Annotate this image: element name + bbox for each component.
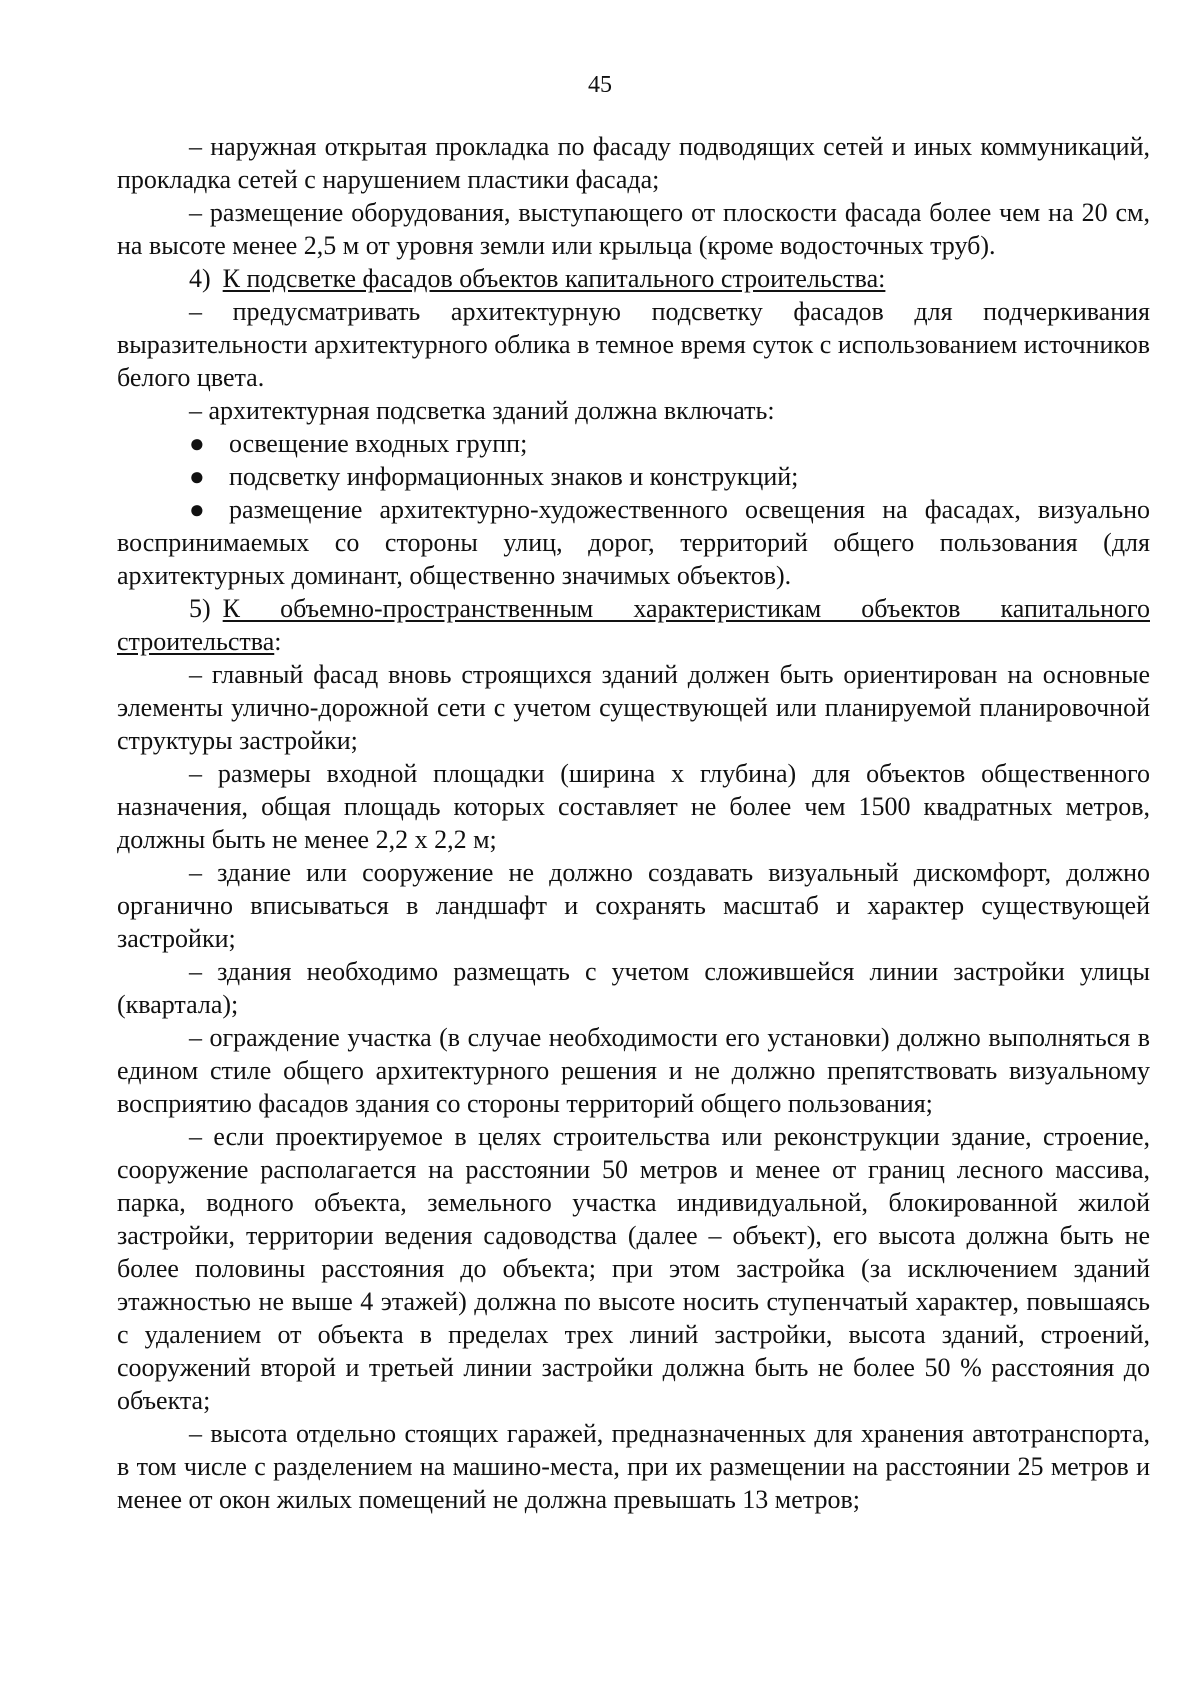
paragraph-dash: – наружная открытая прокладка по фасаду подводящих сетей и иных коммуникаций, прокладка сетей с нарушением пластики фасада;: [117, 132, 1150, 194]
paragraph-dash: – архитектурная подсветка зданий должна включать:: [189, 396, 775, 425]
paragraph-dash: – размещение оборудования, выступающего от плоскости фасада более чем на 20 см, на высоте менее 2,5 м от уровня земли или крыльца (кроме водосточных труб).: [117, 198, 1150, 260]
bullet-item: [117, 493, 1150, 592]
section-heading-5: [117, 592, 1150, 658]
section-heading-4: [117, 262, 1150, 295]
page-number: 45: [588, 72, 612, 98]
section-number: 5): [189, 594, 211, 623]
bullet-icon: ●: [189, 495, 205, 524]
paragraph-dash: – здание или сооружение не должно создавать визуальный дискомфорт, должно органично вписываться в ландшафт и сохранять масштаб и характер существующей застройки;: [117, 858, 1150, 953]
bullet-text: освещение входных групп;: [229, 429, 528, 458]
section-title: К объемно-пространственным характеристикам объектов капитального строительства: [117, 594, 1150, 656]
paragraph-dash: – здания необходимо размещать с учетом сложившейся линии застройки улицы (квартала);: [117, 957, 1150, 1019]
section-title-tail: :: [274, 627, 282, 656]
paragraph-dash: – если проектируемое в целях строительства или реконструкции здание, строение, сооружение располагается на расстоянии 50 метров и менее от границ лесного массива, парка, водного объекта, земельного участка индивидуальной, блокированной жилой застройки, территории ведения садоводства (далее – объект), его высота должна быть не более половины расстояния до объекта; при этом застройка (за исключением зданий этажностью не выше 4 этажей) должна по высоте носить ступенчатый характер, повышаясь с удалением от объекта в пределах трех линий застройки, высота зданий, строений, сооружений второй и третьей линии застройки должна быть не более 50 % расстояния до объекта;: [117, 1122, 1150, 1415]
paragraph-dash: – высота отдельно стоящих гаражей, предназначенных для хранения автотранспорта, в том числе с разделением на машино-места, при их размещении на расстоянии 25 метров и менее от окон жилых помещений не должна превышать 13 метров;: [117, 1419, 1150, 1514]
section-number: 4): [189, 264, 211, 293]
paragraph-dash: – предусматривать архитектурную подсветку фасадов для подчеркивания выразительности архитектурного облика в темное время суток с использованием источников белого цвета.: [117, 297, 1150, 392]
bullet-item: [117, 460, 1150, 493]
bullet-text: подсветку информационных знаков и конструкций;: [229, 462, 799, 491]
document-body: [117, 130, 1150, 1516]
paragraph-dash: – ограждение участка (в случае необходимости его установки) должно выполняться в едином стиле общего архитектурного решения и не должно препятствовать визуальному восприятию фасадов здания со стороны территорий общего пользования;: [117, 1023, 1150, 1118]
bullet-item: [117, 427, 1150, 460]
bullet-icon: ●: [189, 429, 205, 458]
bullet-icon: ●: [189, 462, 205, 491]
section-title: К подсветке фасадов объектов капитального строительства:: [222, 264, 886, 293]
paragraph-dash: – главный фасад вновь строящихся зданий должен быть ориентирован на основные элементы улично-дорожной сети с учетом существующей или планируемой планировочной структуры застройки;: [117, 660, 1150, 755]
bullet-text: размещение архитектурно-художественного освещения на фасадах, визуально воспринимаемых со стороны улиц, дорог, территорий общего пользования (для архитектурных доминант, общественно значимых объектов).: [117, 495, 1150, 590]
paragraph-dash: – размеры входной площадки (ширина х глубина) для объектов общественного назначения, общая площадь которых составляет не более чем 1500 квадратных метров, должны быть не менее 2,2 х 2,2 м;: [117, 759, 1150, 854]
